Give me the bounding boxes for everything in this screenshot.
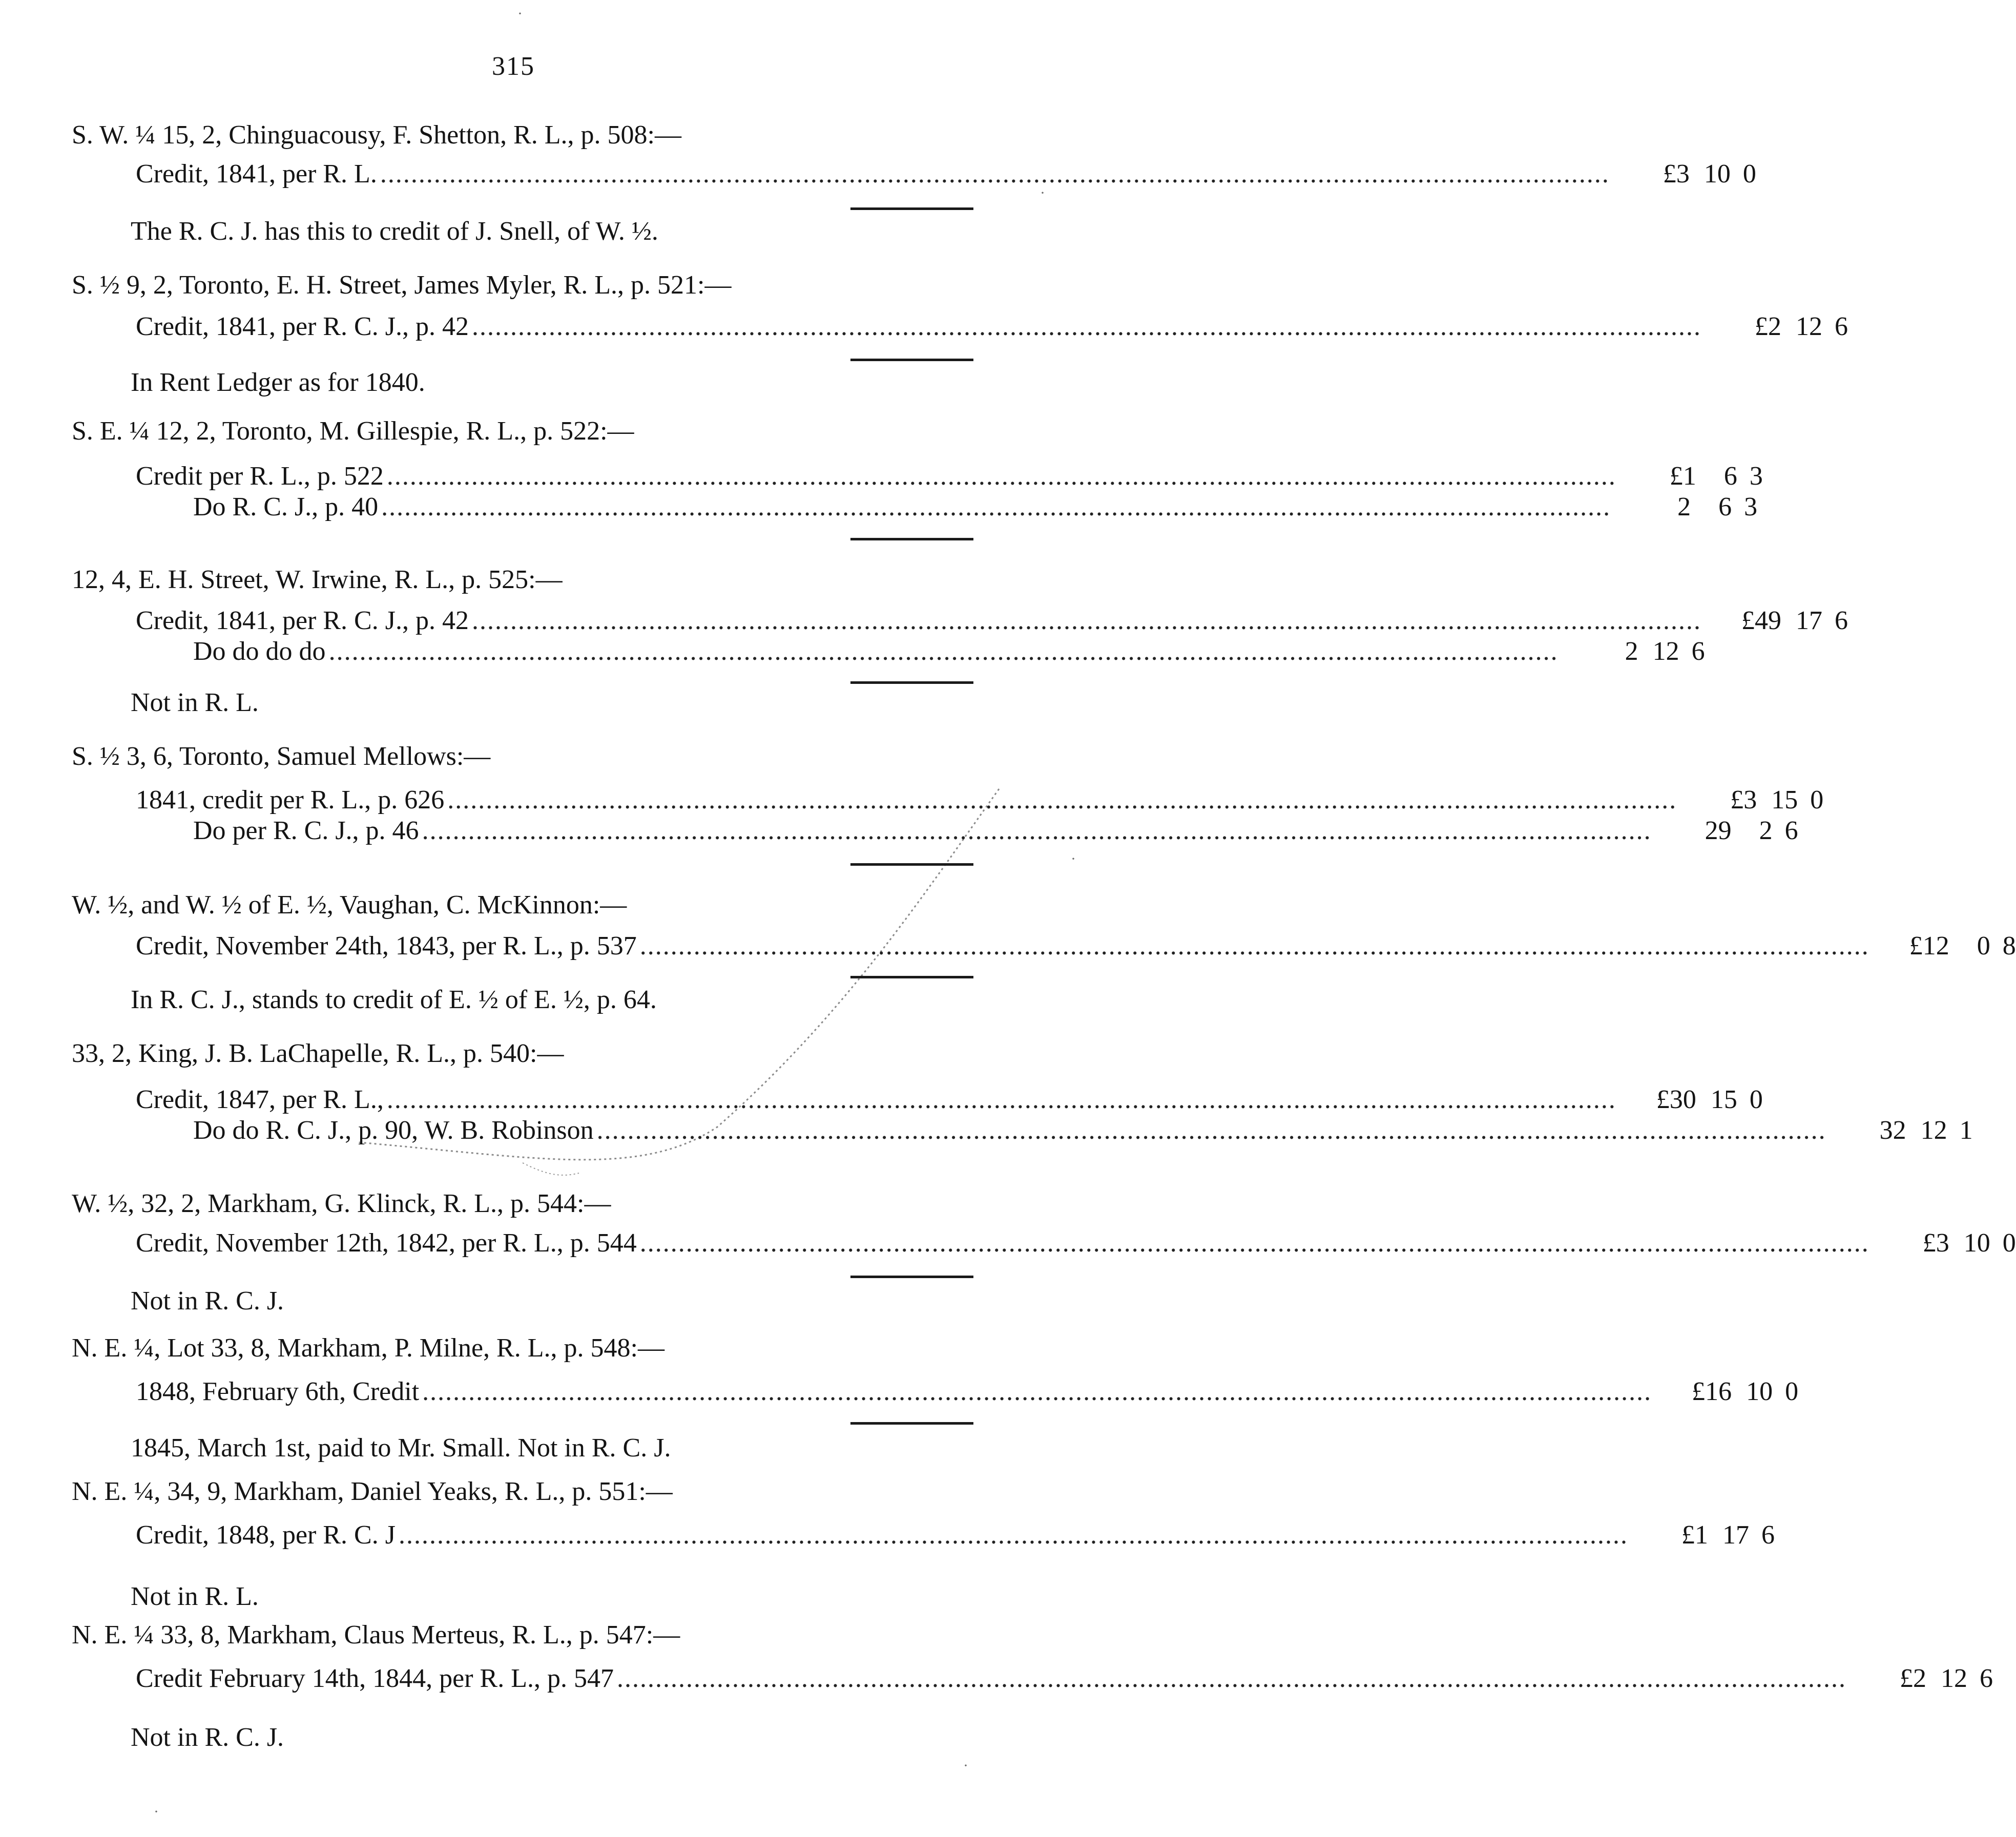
entry-heading: S. W. ¼ 15, 2, Chinguacousy, F. Shetton, R. L., p. 508:— (72, 120, 681, 150)
amount-pence: 6 (1761, 1520, 1775, 1550)
amount-pence: 0 (1810, 785, 1824, 815)
credit-amount (1619, 460, 1763, 493)
amount-pounds: £12 (1909, 931, 1949, 961)
dot-leader: ................................................................................................................................................................ (381, 492, 1611, 521)
credit-label: 1848, February 6th, Credit (136, 1377, 420, 1406)
dot-leader: ................................................................................................................................................................ (447, 785, 1677, 815)
credit-amount (1631, 1519, 1775, 1552)
credit-row (136, 491, 1758, 524)
entry-heading: S. E. ¼ 12, 2, Toronto, M. Gillespie, R. L., p. 522:— (72, 416, 634, 446)
dot-leader: ................................................................................................................................................................ (380, 159, 1610, 189)
credit-amount (1849, 1662, 1993, 1695)
credit-amount (1830, 1114, 1973, 1147)
scan-speck: · (1040, 184, 1045, 201)
credit-amount (1619, 1083, 1763, 1116)
amount-pounds: £2 (1754, 312, 1781, 341)
entry-heading: 12, 4, E. H. Street, W. Irwine, R. L., p. 525:— (72, 565, 563, 594)
credit-label: Do do R. C. J., p. 90, W. B. Robinson (193, 1116, 594, 1145)
sum-rule (850, 207, 973, 210)
sum-rule (850, 863, 973, 866)
entry-heading: N. E. ¼, Lot 33, 8, Markham, P. Milne, R. L., p. 548:— (72, 1333, 664, 1363)
dot-leader: ................................................................................................................................................................ (616, 1664, 1846, 1693)
amount-shillings: 10 (1963, 1228, 1990, 1258)
entry-note: 1845, March 1st, paid to Mr. Small. Not in R. C. J. (131, 1433, 671, 1463)
credit-amount (1873, 930, 2016, 963)
amount-pounds: £3 (1730, 785, 1757, 815)
amount-pence: 0 (2002, 1228, 2016, 1258)
credit-row (136, 604, 1848, 637)
sum-rule (850, 1422, 973, 1425)
credit-label: Credit, 1841, per R. C. J., p. 42 (136, 606, 469, 635)
amount-pence: 8 (2002, 931, 2016, 961)
amount-pence: 6 (1834, 606, 1848, 635)
credit-label: Credit February 14th, 1844, per R. L., p. 547 (136, 1664, 614, 1693)
amount-shillings: 12 (1940, 1664, 1967, 1693)
scan-speck: · (154, 1803, 159, 1820)
dot-leader: ................................................................................................................................................................ (596, 1116, 1826, 1145)
amount-shillings: 0 (1977, 931, 1990, 961)
sum-rule (850, 359, 973, 361)
amount-pence: 3 (1744, 492, 1758, 521)
amount-shillings: 10 (1703, 159, 1731, 189)
sum-rule (850, 1276, 973, 1278)
credit-amount (1613, 158, 1756, 191)
entry-heading: S. ½ 3, 6, Toronto, Samuel Mellows:— (72, 742, 491, 771)
amount-pence: 0 (1742, 159, 1756, 189)
amount-shillings: 6 (1723, 462, 1737, 491)
amount-pence: 1 (1959, 1116, 1973, 1145)
scan-speck: · (1071, 850, 1076, 867)
amount-pounds: 32 (1879, 1116, 1906, 1145)
amount-shillings: 17 (1722, 1520, 1749, 1550)
credit-amount (1655, 1375, 1798, 1408)
entry-note: In Rent Ledger as for 1840. (131, 368, 425, 397)
credit-label: Credit per R. L., p. 522 (136, 462, 384, 491)
amount-shillings: 12 (1652, 637, 1679, 666)
dot-leader: ................................................................................................................................................................ (471, 606, 1701, 635)
amount-pounds: £49 (1741, 606, 1781, 635)
credit-amount (1873, 1227, 2016, 1260)
dot-leader: ................................................................................................................................................................ (386, 462, 1616, 491)
entry-heading: 33, 2, King, J. B. LaChapelle, R. L., p. 540:— (72, 1039, 564, 1068)
credit-amount (1614, 491, 1757, 524)
amount-shillings: 6 (1718, 492, 1732, 521)
credit-row (136, 1227, 2016, 1260)
entry-note: Not in R. C. J. (131, 1723, 284, 1752)
credit-label: Do do do do (193, 637, 326, 666)
amount-shillings: 2 (1759, 816, 1773, 845)
credit-row (136, 1519, 1775, 1552)
page-number: 315 (492, 52, 535, 81)
amount-pence: 6 (1784, 816, 1798, 845)
entry-heading: W. ½, and W. ½ of E. ½, Vaughan, C. McKinnon:— (72, 890, 627, 920)
credit-label: Credit, 1848, per R. C. J (136, 1520, 396, 1550)
amount-pence: 0 (1785, 1377, 1799, 1406)
credit-amount (1680, 784, 1823, 817)
credit-row (136, 784, 1824, 817)
dot-leader: ................................................................................................................................................................ (471, 312, 1701, 341)
dot-leader: ................................................................................................................................................................ (639, 1228, 1869, 1258)
amount-pence: 0 (1749, 1085, 1763, 1114)
credit-label: Credit, November 12th, 1842, per R. L., p. 544 (136, 1228, 637, 1258)
amount-pounds: £1 (1681, 1520, 1708, 1550)
amount-pounds: 29 (1705, 816, 1732, 845)
credit-row (136, 1375, 1799, 1408)
credit-row (136, 1114, 1973, 1147)
credit-amount (1655, 815, 1798, 847)
dot-leader: ................................................................................................................................................................ (639, 931, 1869, 961)
amount-shillings: 15 (1710, 1085, 1737, 1114)
entry-note: Not in R. L. (131, 1582, 259, 1611)
dot-leader: ................................................................................................................................................................ (328, 637, 1558, 666)
credit-row (136, 460, 1763, 493)
entry-note: Not in R. L. (131, 688, 259, 717)
credit-label: Credit, 1847, per R. L., (136, 1085, 384, 1114)
credit-amount (1562, 635, 1705, 668)
credit-label: 1841, credit per R. L., p. 626 (136, 785, 445, 815)
dot-leader: ................................................................................................................................................................ (422, 816, 1652, 845)
amount-shillings: 12 (1920, 1116, 1947, 1145)
sum-rule (850, 681, 973, 684)
amount-pence: 6 (1979, 1664, 1993, 1693)
dot-leader: ................................................................................................................................................................ (422, 1377, 1652, 1406)
amount-shillings: 12 (1795, 312, 1822, 341)
amount-shillings: 17 (1795, 606, 1822, 635)
sum-rule (850, 976, 973, 978)
credit-label: Do per R. C. J., p. 46 (193, 816, 419, 845)
entry-heading: N. E. ¼ 33, 8, Markham, Claus Merteus, R. L., p. 547:— (72, 1620, 680, 1650)
amount-pence: 3 (1749, 462, 1763, 491)
credit-amount (1705, 604, 1848, 637)
entry-note: The R. C. J. has this to credit of J. Snell, of W. ½. (131, 217, 658, 246)
entry-note: Not in R. C. J. (131, 1286, 284, 1316)
amount-pence: 6 (1834, 312, 1848, 341)
credit-label: Credit, 1841, per R. C. J., p. 42 (136, 312, 469, 341)
credit-row (136, 1083, 1763, 1116)
credit-row (136, 635, 1705, 668)
credit-row (136, 1662, 1993, 1695)
credit-label: Do R. C. J., p. 40 (193, 492, 379, 521)
credit-label: Credit, 1841, per R. L. (136, 159, 377, 189)
amount-pounds: £30 (1656, 1085, 1696, 1114)
amount-pounds: £16 (1692, 1377, 1732, 1406)
amount-pounds: £3 (1662, 159, 1690, 189)
scan-speck: · (963, 1757, 968, 1774)
scan-speck: · (517, 5, 523, 22)
credit-row (136, 158, 1756, 191)
sum-rule (850, 538, 973, 540)
amount-shillings: 15 (1771, 785, 1798, 815)
entry-heading: N. E. ¼, 34, 9, Markham, Daniel Yeaks, R. L., p. 551:— (72, 1477, 673, 1506)
credit-row (136, 310, 1848, 343)
entry-note: In R. C. J., stands to credit of E. ½ of E. ½, p. 64. (131, 985, 657, 1014)
amount-pounds: 2 (1677, 492, 1691, 521)
entry-heading: W. ½, 32, 2, Markham, G. Klinck, R. L., p. 544:— (72, 1189, 611, 1218)
amount-pence: 6 (1691, 637, 1705, 666)
credit-row (136, 815, 1798, 847)
amount-pounds: £2 (1899, 1664, 1926, 1693)
credit-amount (1705, 310, 1848, 343)
entry-heading: S. ½ 9, 2, Toronto, E. H. Street, James Myler, R. L., p. 521:— (72, 270, 732, 300)
amount-pounds: £3 (1922, 1228, 1949, 1258)
amount-pounds: 2 (1625, 637, 1638, 666)
credit-row (136, 930, 2016, 963)
dot-leader: ................................................................................................................................................................ (398, 1520, 1628, 1550)
amount-shillings: 10 (1746, 1377, 1773, 1406)
credit-label: Credit, November 24th, 1843, per R. L., p. 537 (136, 931, 637, 961)
amount-pounds: £1 (1669, 462, 1696, 491)
dot-leader: ................................................................................................................................................................ (386, 1085, 1616, 1114)
